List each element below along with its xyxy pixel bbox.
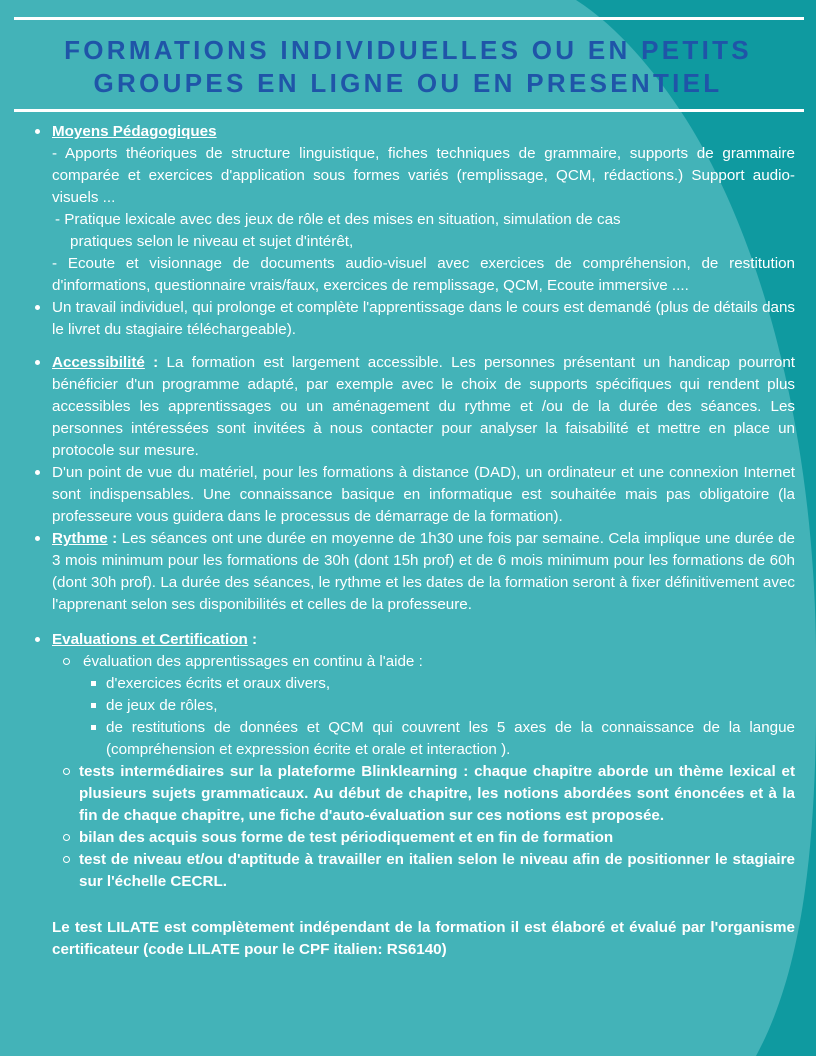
accessibilite-label: Accessibilité [52,354,145,371]
spacer [52,616,795,629]
rythme-item [52,528,795,616]
moyens-paragraph-2b: pratiques selon le niveau et sujet d'intérêt, [70,233,354,250]
moyens-paragraph-2a: - Pratique lexicale avec des jeux de rôle et des mises en situation, simulation de cas [55,211,621,228]
eval-item-continu: évaluation des apprentissages en continu à l'aide : [52,651,795,673]
travail-individuel-item: Un travail individuel, qui prolonge et complète l'apprentissage dans le cours est demandé (plus de détails dans le livret du stagiaire téléchargeable). [52,297,795,341]
content [52,121,795,961]
eval-item-tests: tests intermédiaires sur la plateforme Blinklearning : chaque chapitre aborde un thème lexical et plusieurs sujets grammaticaux. Au début de chapitre, les notions abordées sont énoncées et à la fin de chaque chapitre, une fiche d'auto-évaluation sur ces notions est proposée. [52,761,795,827]
evaluations-sep: : [247,631,258,648]
eval-item-bilan: bilan des acquis sous forme de test périodiquement et en fin de formation [52,827,795,849]
evaluations-section [52,629,795,651]
bottom-divider [14,109,804,112]
eval-subitem-restitutions: de restitutions de données et QCM qui couvrent les 5 axes de la connaissance de la langue (compréhension et expression écrite et orale et interaction ). [52,717,795,761]
moyens-paragraph-1: - Apports théoriques de structure linguistique, fiches techniques de grammaire, supports de grammaire comparée et exercices d'application sous formes variés (remplissage, QCM, rédactions.) Support audio-visuels ... [52,145,795,206]
rythme-text: Les séances ont une durée en moyenne de 1h30 une fois par semaine. Cela implique une durée de 3 mois minimum pour les formations de 30h (dont 15h prof) et de 6 mois minimum pour les formations de 60h (dont 30h prof). La durée des séances, le rythme et les dates de la formation seront à fixer définitivement avec l'apprenant selon ses disponibilités et celles de la professeure. [52,530,796,613]
moyens-section [52,121,795,297]
top-divider [14,17,804,20]
materiel-item: D'un point de vue du matériel, pour les formations à distance (DAD), un ordinateur et une connexion Internet sont indispensables. Une connaissance basique en informatique est souhaitée mais pas obligatoire (la professeure vous guidera dans le processus de démarrage de la formation). [52,462,795,528]
spacer [52,341,795,352]
lilate-note: Le test LILATE est complètement indépendant de la formation il est élaboré et évalué par l'organisme certificateur (code LILATE pour le CPF italien: RS6140) [52,919,795,958]
accessibilite-sep: : [144,354,167,371]
eval-item-niveau: test de niveau et/ou d'aptitude à travailler en italien selon le niveau afin de positionner le stagiaire sur l'échelle CECRL. [52,849,795,893]
evaluations-heading: Evaluations et Certification [52,631,248,648]
accessibilite-text: La formation est largement accessible. Les personnes présentant un handicap pourront bénéficier d'un programme adapté, par exemple avec le choix de supports spécifiques qui rendent plus accessibles les apprentissages ou un aménagement du rythme et /ou de la durée des séances. Les personnes intéressées sont invitées à nous contacter pour analyser la faisabilité et mettre en place un protocole sur mesure. [52,354,795,459]
page-title-line1: FORMATIONS INDIVIDUELLES OU EN PETITS [64,35,752,65]
accessibilite-item [52,352,795,462]
page-title-line2: GROUPES EN LIGNE OU EN PRESENTIEL [93,68,723,98]
rythme-label: Rythme [52,530,108,547]
eval-subitem-exercices: d'exercices écrits et oraux divers, [52,673,795,695]
eval-subitem-jeux: de jeux de rôles, [52,695,795,717]
moyens-heading: Moyens Pédagogiques [52,123,217,140]
moyens-paragraph-3: - Ecoute et visionnage de documents audio-visuel avec exercices de compréhension, de restitution d'informations, questionnaire vrais/faux, exercices de remplissage, QCM, Ecoute immersive .... [52,255,795,294]
rythme-sep: : [107,530,122,547]
